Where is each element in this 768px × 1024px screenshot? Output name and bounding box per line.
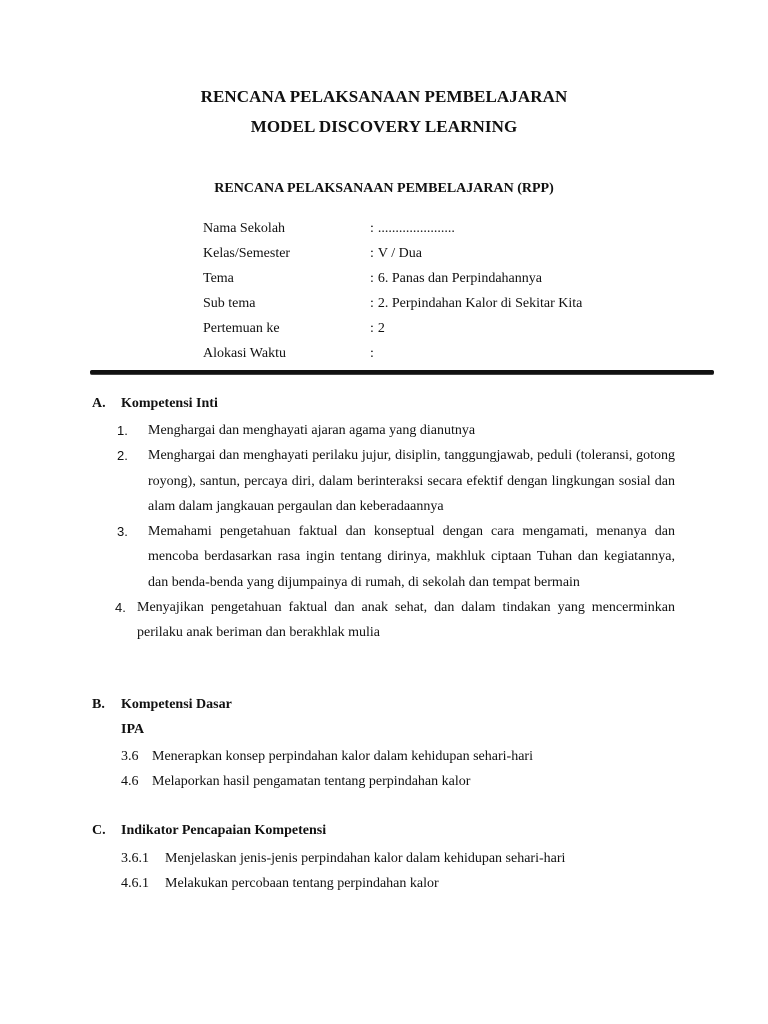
identity-value: : <box>370 346 374 361</box>
identity-label: Tema <box>203 271 234 286</box>
identity-row-class <box>203 244 683 269</box>
identity-label: Pertemuan ke <box>203 321 280 336</box>
basic-competence-item: 3.6 Menerapkan konsep perpindahan kalor dalam kehidupan sehari-hari <box>121 749 533 764</box>
core-competence-list <box>117 418 675 646</box>
document-title-model: MODEL DISCOVERY LEARNING <box>250 117 518 136</box>
identity-label: Kelas/Semester <box>203 246 291 261</box>
section-b-heading: B. Kompetensi Dasar <box>92 697 232 712</box>
identity-table <box>203 219 683 369</box>
identity-value: : 6. Panas dan Perpindahannya <box>370 271 542 286</box>
identity-label: Nama Sekolah <box>203 221 286 236</box>
header-divider <box>90 370 714 374</box>
identity-label: Alokasi Waktu <box>203 346 286 361</box>
identity-value: : 2. Perpindahan Kalor di Sekitar Kita <box>370 296 583 311</box>
identity-value: : V / Dua <box>370 246 422 261</box>
list-item: 2. Menghargai dan menghayati perilaku jujur, disiplin, tanggungjawab, peduli (toleransi, gotong royong), santun, percaya diri, dalam berinteraksi secara efektif dengan lingkungan sosial dan alam dalam jangkauan pergaulan dan keberadaannya <box>117 448 675 514</box>
document-subtitle: RENCANA PELAKSANAAN PEMBELAJARAN (RPP) <box>214 181 554 196</box>
identity-row-meeting <box>203 319 683 344</box>
identity-label: Sub tema <box>203 296 256 311</box>
list-item: 1. Menghargai dan menghayati ajaran agama yang dianutnya <box>117 423 476 438</box>
identity-row-subtheme <box>203 294 683 319</box>
list-item: 4. Menyajikan pengetahuan faktual dan anak sehat, dan dalam tindakan yang mencerminkan perilaku anak beriman dan berakhlak mulia <box>115 600 675 641</box>
indicator-item: 3.6.1 Menjelaskan jenis-jenis perpindahan kalor dalam kehidupan sehari-hari <box>121 851 566 866</box>
subject-label: IPA <box>121 722 145 737</box>
document-title: RENCANA PELAKSANAAN PEMBELAJARAN <box>200 87 568 106</box>
identity-value: : 2 <box>370 321 385 336</box>
basic-competence-item: 4.6 Melaporkan hasil pengamatan tentang perpindahan kalor <box>121 774 471 789</box>
list-item: 3. Memahami pengetahuan faktual dan konseptual dengan cara mengamati, menanya dan mencoba berdasarkan rasa ingin tentang dirinya, makhluk ciptaan Tuhan dan kegiatannya, dan benda-benda yang dijumpainya di rumah, di sekolah dan tempat bermain <box>117 524 675 590</box>
identity-value: : ...................... <box>370 221 455 236</box>
identity-row-theme <box>203 269 683 294</box>
section-c-heading: C. Indikator Pencapaian Kompetensi <box>92 823 327 838</box>
section-a-heading: A. Kompetensi Inti <box>92 396 218 411</box>
identity-row-school <box>203 219 683 244</box>
identity-row-time <box>203 344 683 369</box>
indicator-item: 4.6.1 Melakukan percobaan tentang perpindahan kalor <box>121 876 439 891</box>
